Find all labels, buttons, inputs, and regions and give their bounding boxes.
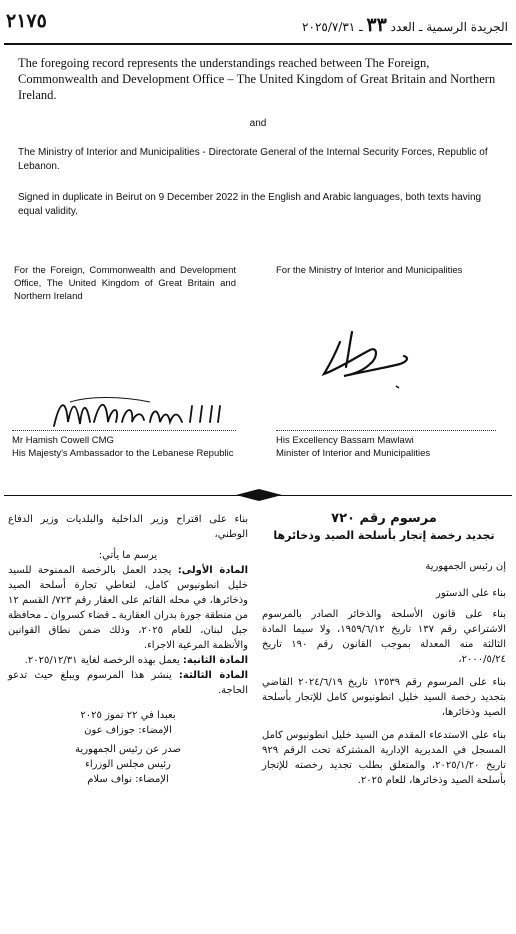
article-2-text: يعمل بهذه الرخصة لغاية ٢٠٢٥/١٢/٣١. xyxy=(24,655,180,666)
signed-paragraph: Signed in duplicate in Beirut on 9 December 2022 in the English and Arabic languages, both texts having equal validity. xyxy=(18,192,482,217)
article-3-label: المادة الثالثة: xyxy=(178,670,248,681)
and-text: and xyxy=(249,118,267,129)
decree-right-column xyxy=(262,510,506,788)
divider-ornament xyxy=(236,489,282,501)
decree-issued-by: صدر عن رئيس الجمهورية xyxy=(75,744,181,755)
decree-prime-minister: رئيس مجلس الوزراء xyxy=(85,759,171,770)
decree-title: مرسوم رقم ٧٢٠ xyxy=(331,511,437,526)
gazette-title xyxy=(302,14,508,36)
uk-signatory xyxy=(12,434,248,460)
decree-proposal: بناء على اقتراح وزير الداخلية والبلديات وزير الدفاع الوطني، xyxy=(8,514,248,540)
article-1-label: المادة الأولى: xyxy=(177,565,248,576)
lebanon-signatory-name: His Excellency Bassam Mawlawi xyxy=(276,435,414,446)
record-paragraph: The foregoing record represents the understandings reached between The Foreign, Commonwealth and Development Office – The United Kingdom of Great Britain and Northern Ireland. xyxy=(18,56,496,102)
decree-basis-1: بناء على الدستور xyxy=(436,588,506,599)
uk-signature-line xyxy=(12,430,236,431)
decree-basis-2: بناء على قانون الأسلحة والذخائر الصادر بالمرسوم الاشتراعي رقم ١٣٧ تاريخ ١٩٥٩/٦/١٢، ولا سيما المادة الثالثة منه المعدلة بموجب القانون رقم ١٩٠ تاريخ ٢٠٠٠/٥/٢٤، xyxy=(262,609,507,665)
lebanon-signatory-role: Minister of Interior and Municipalities xyxy=(276,448,431,459)
gazette-name: الجريدة الرسمية ـ العدد xyxy=(390,20,508,34)
lebanon-minister-signature xyxy=(300,312,420,392)
uk-signatory-name: Mr Hamish Cowell CMG xyxy=(12,435,114,446)
decree-left-column xyxy=(8,512,248,787)
article-2-label: المادة الثانية: xyxy=(182,655,248,666)
issue-number: ٣٣ xyxy=(366,14,387,36)
article-3-text: ينشر هذا المرسوم ويبلغ حيث تدعو الحاجة. xyxy=(8,670,248,696)
page-header xyxy=(0,0,516,48)
article-1-text: يجدد العمل بالرخصة الممنوحة للسيد خليل انطونيوس كامل، لتعاطي تجارة أسلحة الصيد وذخائرها، في محله القائم على العقار رقم ٧٢٣/ القسم ١٢ من منطقة جورة بدران العقارية ـ قضاء كسروان ـ محافظة جبل لبنان، للعام ٢٠٢٥، وذلك ضمن نطاق القوانين والأنظمة المرعية الاجراء. xyxy=(8,565,248,651)
decree-basis-3: بناء على المرسوم رقم ١٣٥٣٩ تاريخ ٢٠٢٤/٦/١٩ القاضي بتجديد رخصة السيد خليل انطونيوس كامل للإتجار بأسلحة الصيد وذخائرها، xyxy=(262,677,506,718)
decree-article-3 xyxy=(8,668,248,698)
decree-pm-signature: الإمضاء: نواف سلام xyxy=(87,774,169,785)
decree-article-1 xyxy=(8,563,248,653)
decree-decrees: يرسم ما يأتي: xyxy=(98,550,158,561)
ministry-paragraph: The Ministry of Interior and Municipalities - Directorate General of the Internal Security Forces, Republic of Lebanon. xyxy=(18,147,488,172)
page-number: ٢١٧٥ xyxy=(6,10,47,32)
header-rule xyxy=(4,43,512,45)
decree-article-2 xyxy=(8,653,248,668)
lebanon-signatory xyxy=(276,434,506,460)
decree-president-signature: الإمضاء: جوزاف عون xyxy=(84,725,172,736)
decree-basis-4: بناء على الاستدعاء المقدم من السيد خليل انطونيوس كامل المسجل في المديرية الإدارية المشتركة تحت الرقم ٩٢٩ تاريخ ٢٠٢٥/١/٢٠، والمتعلق بطلب تجديد رخصته للإتجار بأسلحة الصيد وذخائرها، للعام ٢٠٢٥. xyxy=(262,730,507,786)
decree-subtitle: تجديد رخصة إتجار بأسلحة الصيد وذخائرها xyxy=(273,529,495,542)
lebanon-signature-line xyxy=(276,430,496,431)
decree-president: إن رئيس الجمهورية xyxy=(425,561,506,572)
lebanon-for-label: For the Ministry of Interior and Municipalities xyxy=(276,265,463,276)
issue-date: ـ ٢٠٢٥/٧/٣١ xyxy=(302,20,363,34)
uk-for-label: For the Foreign, Commonwealth and Development Office, The United Kingdom of Great Britain and Northern Ireland xyxy=(14,265,236,302)
uk-signatory-role: His Majesty's Ambassador to the Lebanese Republic xyxy=(12,448,234,459)
decree-place-date: بعبدا في ٢٢ تموز ٢٠٢٥ xyxy=(80,710,176,721)
